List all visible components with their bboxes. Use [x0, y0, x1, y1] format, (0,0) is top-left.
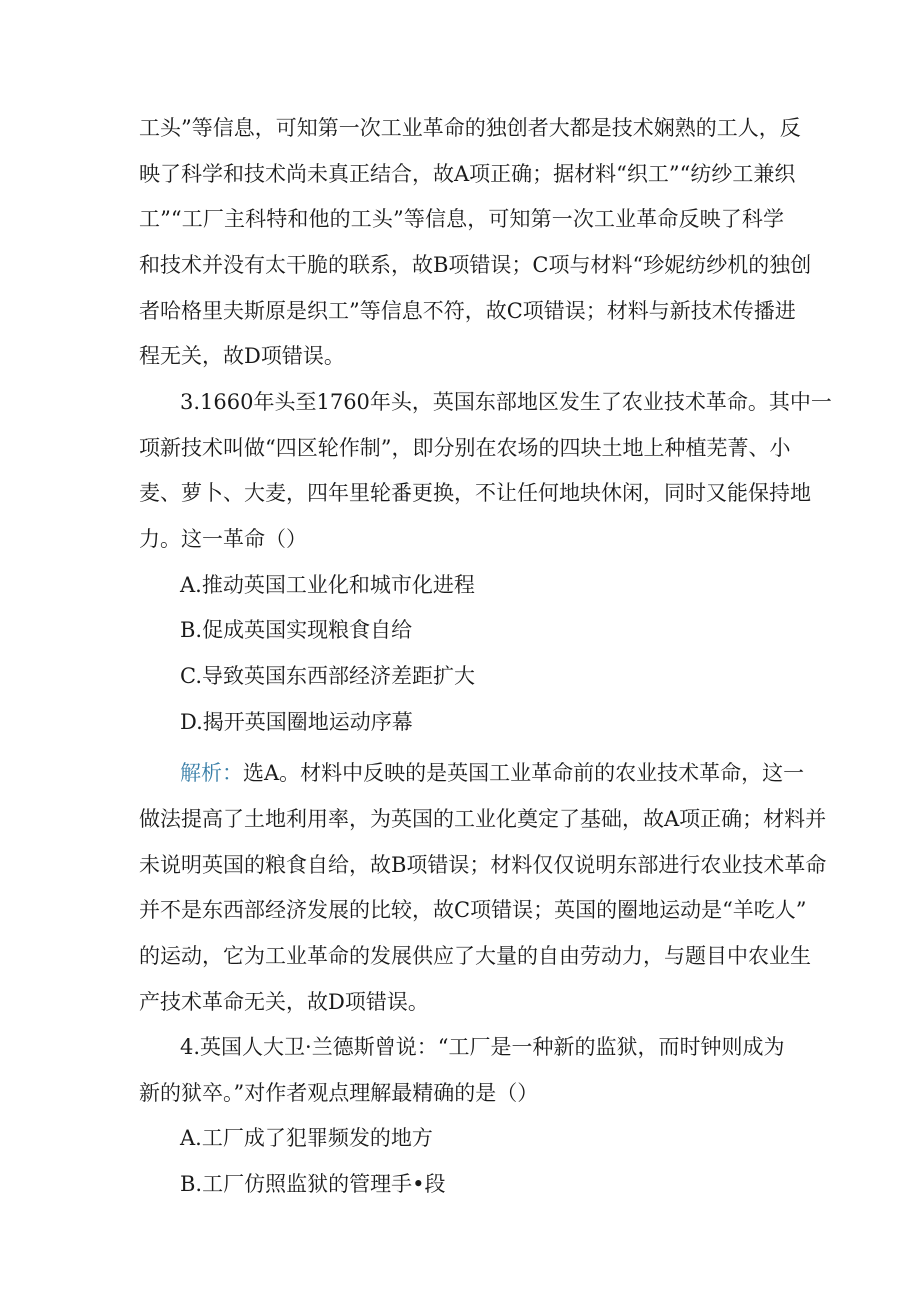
question-3-stem-line: 项新技术叫做“四区轮作制”，即分别在农场的四块土地上种植芜菁、小: [139, 435, 791, 460]
question-3-analysis-line: 并不是东西部经济发展的比较，故C项错误；英国的圈地运动是“羊吃人”: [139, 898, 807, 923]
paragraph-line: 工头”等信息，可知第一次工业革命的独创者大都是技术娴熟的工人，反: [139, 116, 801, 140]
analysis-text: 选A。材料中反映的是英国工业革命前的农业技术革命，这一: [243, 761, 805, 786]
question-4-option-a: A.工厂成了犯罪频发的地方: [180, 1126, 433, 1151]
question-4-stem-line: 新的狱卒。”对作者观点理解最精确的是（）: [139, 1080, 539, 1105]
question-3-analysis-line: 未说明英国的粮食自给，故B项错误；材料仅仅说明东部进行农业技术革命: [139, 852, 827, 877]
paragraph-line: 者哈格里夫斯原是织工”等信息不符，故C项错误；材料与新技术传播进: [139, 298, 796, 323]
question-3-analysis-line: 产技术革命无关，故D项错误。: [139, 989, 429, 1014]
question-3-option-c: C.导致英国东西部经济差距扩大: [180, 663, 475, 688]
paragraph-line: 和技术并没有太干脆的联系，故B项错误；C项与材料“珍妮纺纱机的独创: [139, 252, 812, 277]
paragraph-line: 映了科学和技术尚未真正结合，故A项正确；据材料“织工”“纺纱工兼织: [139, 161, 796, 186]
question-3-analysis-line: [180, 758, 805, 788]
question-3-option-d: D.揭开英国圈地运动序幕: [180, 709, 413, 734]
question-4-option-b: B.工厂仿照监狱的管理手•段: [180, 1172, 446, 1197]
paragraph-line: 程无关，故D项错误。: [139, 344, 345, 369]
question-3-analysis-line: 做法提高了土地利用率，为英国的工业化奠定了基础，故A项正确；材料并: [139, 806, 827, 831]
question-3-stem-line: 麦、萝卜、大麦，四年里轮番更换，不让任何地块休闲，同时又能保持地: [139, 481, 811, 506]
question-3-analysis-line: 的运动，它为工业革命的发展供应了大量的自由劳动力，与题目中农业生: [139, 943, 811, 968]
question-3-stem-line: 力。这一革命（）: [139, 526, 307, 551]
paragraph-line: 工”“工厂主科特和他的工头”等信息，可知第一次工业革命反映了科学: [139, 207, 784, 232]
question-3-stem-line: 3.1660年头至1760年头，英国东部地区发生了农业技术革命。其中一: [180, 389, 832, 414]
question-3-option-b: B.促成英国实现粮食自给: [180, 618, 413, 643]
question-3-option-a: A.推动英国工业化和城市化进程: [180, 572, 475, 597]
analysis-label: 解析：: [180, 761, 243, 786]
question-4-stem-line: 4.英国人大卫·兰德斯曾说：“工厂是一种新的监狱，而时钟则成为: [180, 1035, 785, 1060]
